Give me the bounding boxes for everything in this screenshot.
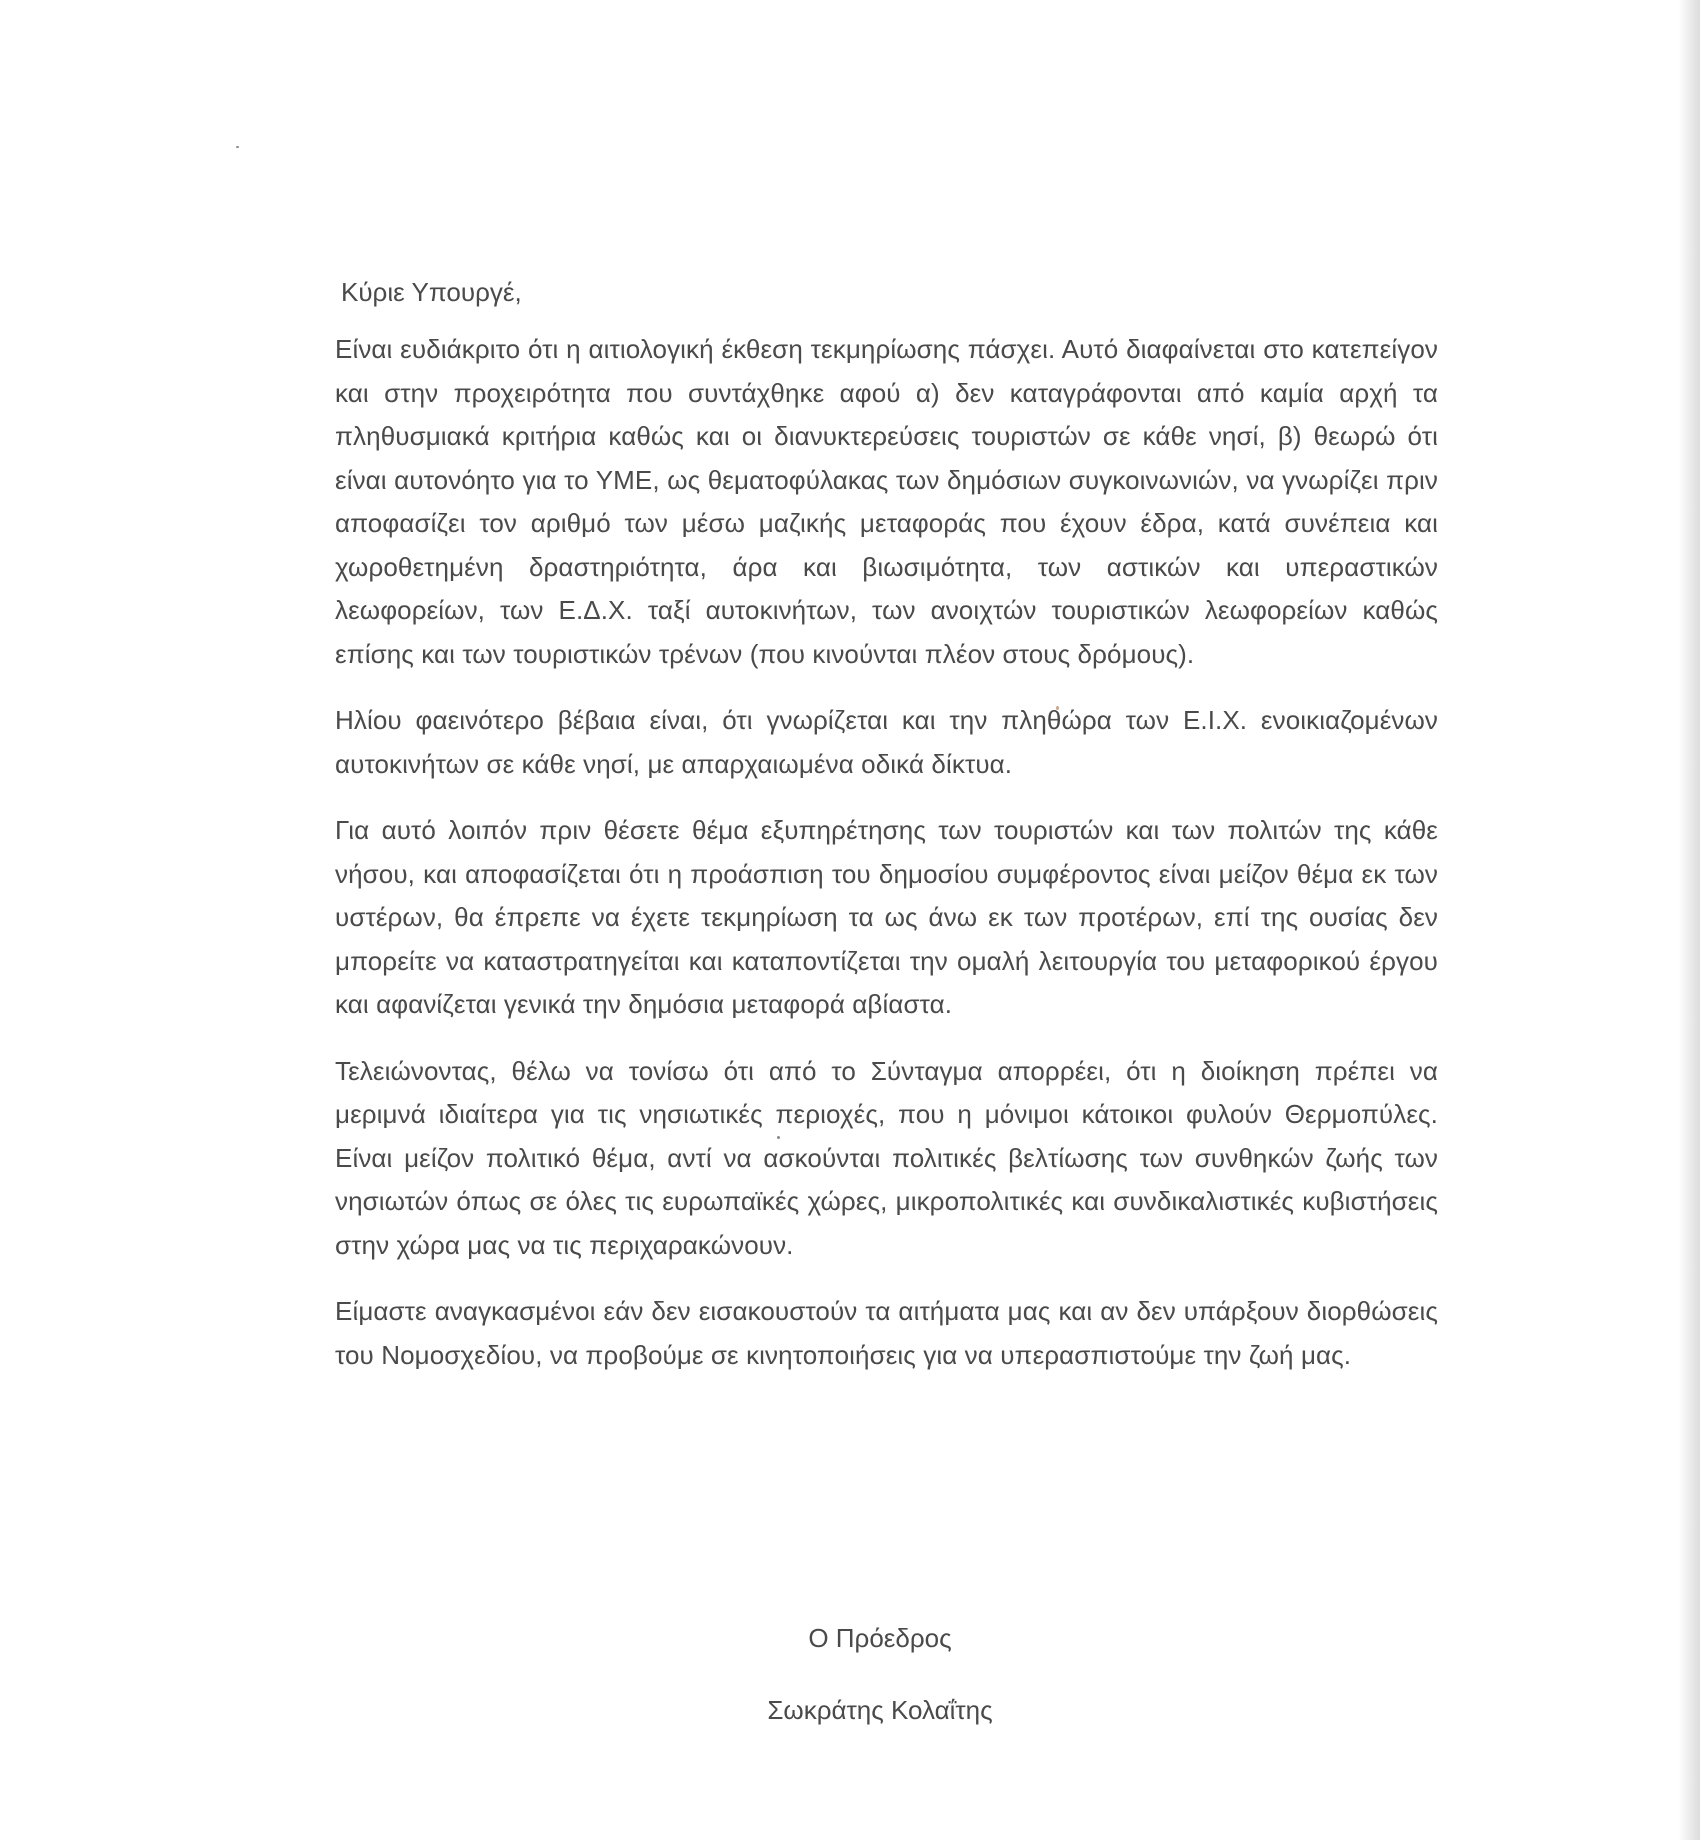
paragraph-5: Είμαστε αναγκασμένοι εάν δεν εισακουστούν τα αιτήματα μας και αν δεν υπάρξουν διορθώσεις του Νομοσχεδίου, να προβούμε σε κινητοποιήσεις για να υπερασπιστούμε την ζωή μας.	[335, 1296, 1438, 1370]
paragraph-1: Είναι ευδιάκριτο ότι η αιτιολογική έκθεση τεκμηρίωσης πάσχει. Αυτό διαφαίνεται στο κατεπείγον και στην προχειρότητα που συντάχθηκε αφού α) δεν καταγράφονται από καμία αρχή τα πληθυσμιακά κριτήρια καθώς και οι διανυκτερεύσεις τουριστών σε κάθε νησί, β) θεωρώ ότι είναι αυτονόητο για το ΥΜΕ, ως θεματοφύλακας των δημόσιων συγκοινωνιών, να γνωρίζει πριν αποφασίζει τον αριθμό των μέσω μαζικής μεταφοράς που έχουν έδρα, κατά συνέπεια και χωροθετημένη δραστηριότητα, άρα και βιωσιμότητα, των αστικών και υπεραστικών λεωφορείων, των Ε.Δ.Χ. ταξί αυτοκινήτων, των ανοιχτών τουριστικών λεωφορείων καθώς επίσης και των τουριστικών τρένων (που κινούνται πλέον στους δρόμους).	[335, 334, 1438, 669]
signature-name: Σωκράτης Κολαΐτης	[767, 1695, 993, 1725]
scan-speck	[236, 146, 239, 148]
signature-title: Ο Πρόεδρος	[808, 1623, 952, 1653]
scan-shadow-edge	[1678, 0, 1700, 1840]
paragraph-2: Ηλίου φαεινότερο βέβαια είναι, ότι γνωρίζεται και την πληθώρα των Ε.Ι.Χ. ενοικιαζομένων αυτοκινήτων σε κάθε νησί, με απαρχαιωμένα οδικά δίκτυα.	[335, 705, 1438, 779]
paragraph-4: Τελειώνοντας, θέλω να τονίσω ότι από το Σύνταγμα απορρέει, ότι η διοίκηση πρέπει να μεριμνά ιδιαίτερα για τις νησιωτικές περιοχές, που η μόνιμοι κάτοικοι φυλούν Θερμοπύλες. Είναι μείζον πολιτικό θέμα, αντί να ασκούνται πολιτικές βελτίωσης των συνθηκών ζωής των νησιωτών όπως σε όλες τις ευρωπαϊκές χώρες, μικροπολιτικές και συνδικαλιστικές κυβιστήσεις στην χώρα μας να τις περιχαρακώνουν.	[335, 1055, 1438, 1260]
paragraph-3: Για αυτό λοιπόν πριν θέσετε θέμα εξυπηρέτησης των τουριστών και των πολιτών της κάθε νήσου, και αποφασίζεται ότι η προάσπιση του δημοσίου συμφέροντος είναι μείζον θέμα εκ των υστέρων, θα έπρεπε να έχετε τεκμηρίωση τα ως άνω εκ των προτέρων, επί της ουσίας δεν μπορείτε να καταστρατηγείται και καταποντίζεται την ομαλή λειτουργία του μεταφορικού έργου και αφανίζεται γενικά την δημόσια μεταφορά αβίαστα.	[335, 815, 1438, 1019]
letter-body	[335, 270, 1438, 1400]
salutation: Κύριε Υπουργέ,	[341, 277, 522, 307]
